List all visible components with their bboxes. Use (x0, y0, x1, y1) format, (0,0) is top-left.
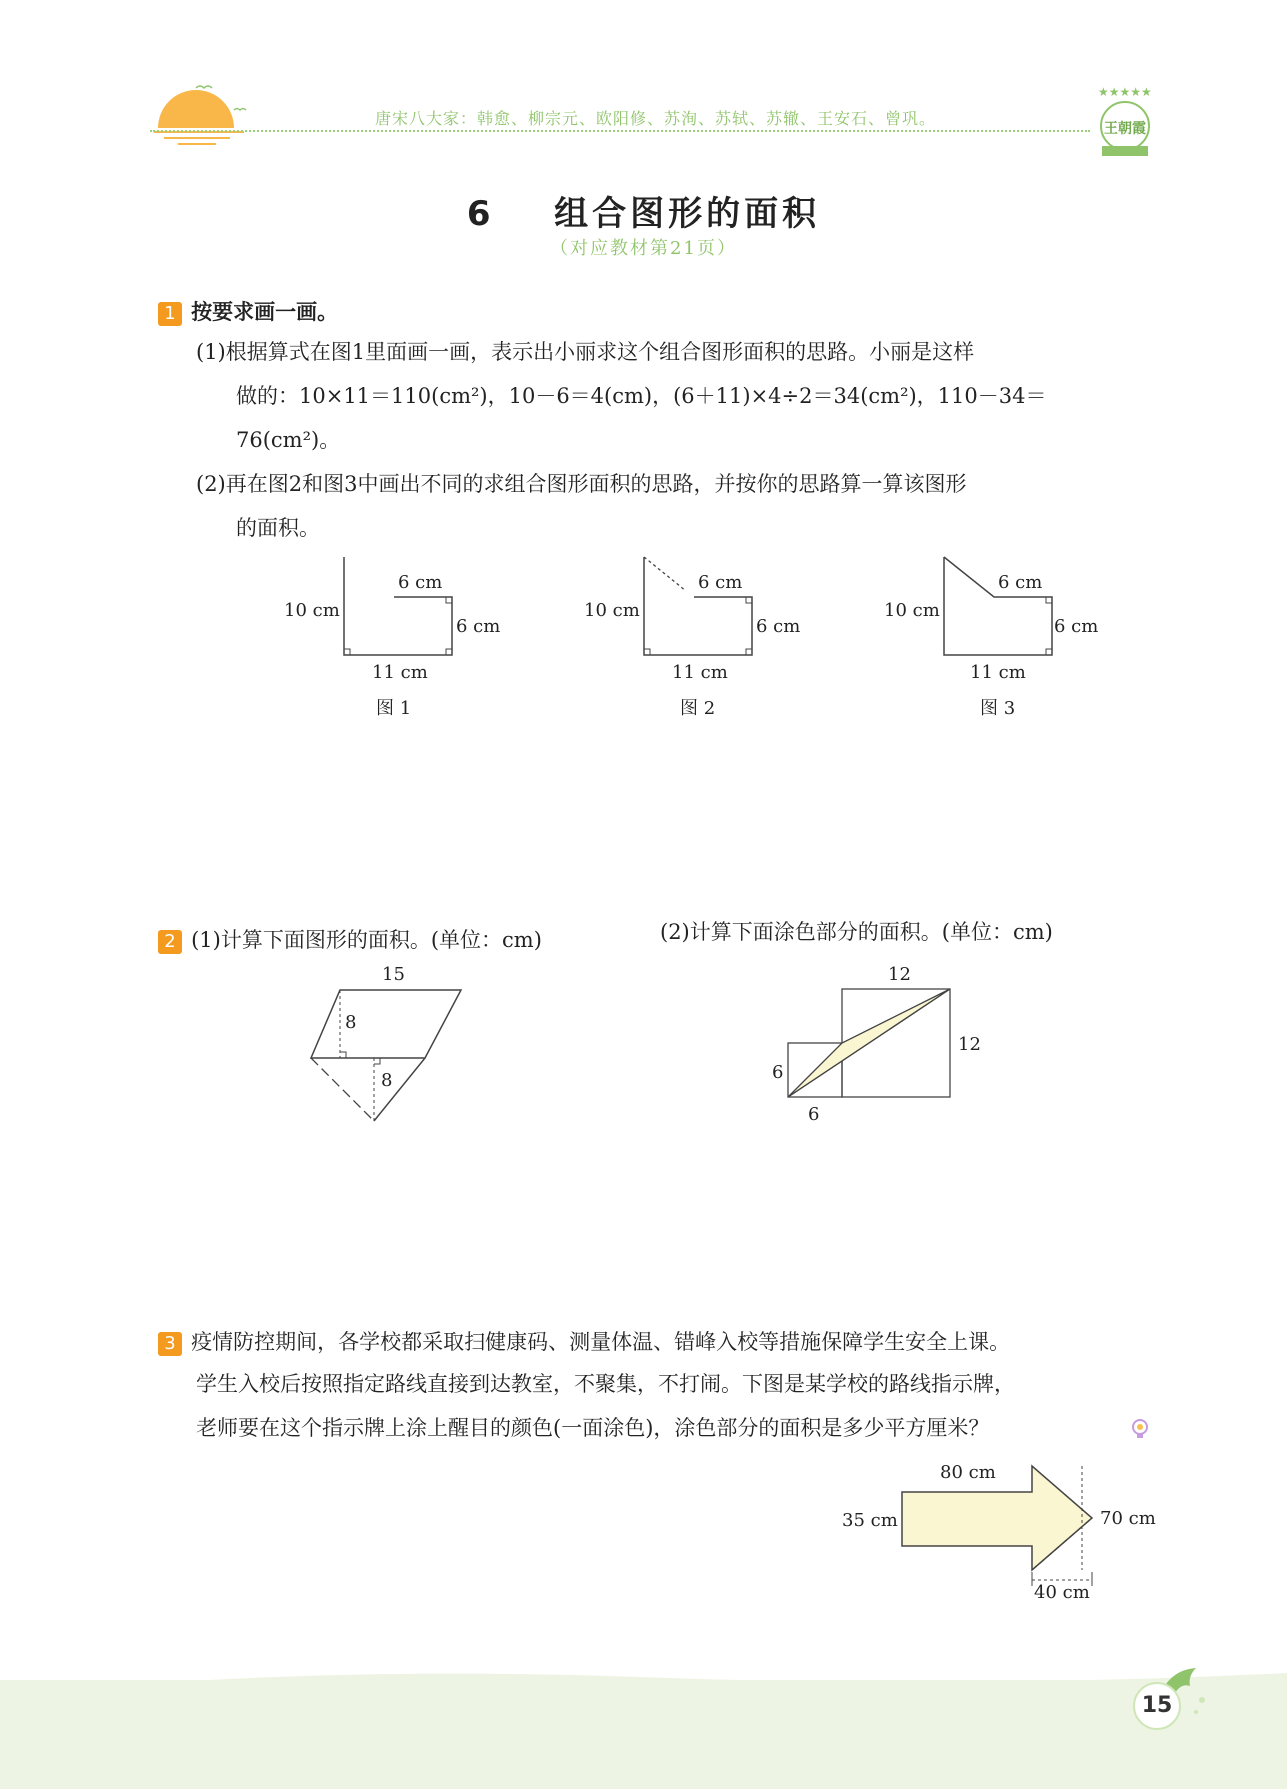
fig3-right-label: 6 cm (1054, 616, 1099, 637)
q2-fig2-right-label: 12 (958, 1034, 981, 1055)
q1-part1-line1: (1)根据算式在图1里面画一画，表示出小丽求这个组合图形面积的思路。小丽是这样 (196, 340, 975, 364)
fig1-caption: 图 1 (376, 698, 412, 719)
q1-part1-line2: 做的：10×11＝110(cm²)，10－6＝4(cm)，(6＋11)×4÷2＝34(cm²)，110－34＝ (236, 384, 1047, 408)
fig2-right-label: 6 cm (756, 616, 801, 637)
q2-fig2-left-label: 6 (772, 1062, 784, 1083)
lesson-title (0, 186, 1287, 235)
question-1-heading (158, 296, 338, 326)
arrow-left-label: 35 cm (842, 1510, 898, 1531)
q3-line3: 老师要在这个指示牌上涂上醒目的颜色(一面涂色)，涂色部分的面积是多少平方厘米？ (196, 1416, 990, 1440)
header-quote: 唐宋八大家：韩愈、柳宗元、欧阳修、苏洵、苏轼、苏辙、王安石、曾巩。 (375, 109, 937, 128)
question-number: 2 (158, 930, 182, 954)
logo-text: 王朝霞 (1104, 121, 1146, 137)
fig3-caption: 图 3 (980, 698, 1016, 719)
direction-arrow-sign (896, 1462, 1106, 1592)
q2-fig1-top-label: 15 (382, 964, 405, 985)
lesson-number: 6 (466, 194, 495, 234)
q3-line2: 学生入校后按照指定路线直接到达教室，不聚集，不打闹。下图是某学校的路线指示牌， (196, 1372, 1015, 1396)
arrow-bottom-label: 40 cm (1034, 1582, 1090, 1603)
question-number: 3 (158, 1332, 182, 1356)
lesson-title-text: 组合图形的面积 (554, 194, 821, 234)
brand-logo (1090, 82, 1160, 162)
q1-part2-line2: 的面积。 (236, 516, 320, 540)
question-title: 按要求画一画。 (191, 300, 339, 324)
fig2-left-label: 10 cm (584, 600, 640, 621)
q2-figure-1 (306, 985, 476, 1125)
footer-band (0, 1680, 1287, 1789)
q2-fig2-top-label: 12 (888, 964, 911, 985)
fig3-bottom-label: 11 cm (970, 662, 1026, 683)
q2-fig2-bottom-label: 6 (808, 1104, 820, 1125)
arrow-top-label: 80 cm (940, 1462, 996, 1483)
fig3-top-label: 6 cm (998, 572, 1043, 593)
header-divider (150, 130, 1090, 132)
fig1-bottom-label: 11 cm (372, 662, 428, 683)
q3-line1: 疫情防控期间，各学校都采取扫健康码、测量体温、错峰入校等措施保障学生安全上课。 (191, 1330, 1011, 1354)
question-number: 1 (158, 302, 182, 326)
lightbulb-icon (1130, 1418, 1150, 1440)
question-3-heading (158, 1320, 1010, 1364)
svg-text:★★★★★: ★★★★★ (1098, 85, 1152, 99)
fig2-bottom-label: 11 cm (672, 662, 728, 683)
fig1-right-label: 6 cm (456, 616, 501, 637)
fig1-top-label: 6 cm (398, 572, 443, 593)
fig2-caption: 图 2 (680, 698, 716, 719)
fig3-left-label: 10 cm (884, 600, 940, 621)
sunset-icon (150, 80, 250, 150)
q1-part1-line3: 76(cm²)。 (236, 428, 341, 452)
q2-fig1-h2-label: 8 (381, 1070, 393, 1091)
q2-figure-2 (784, 985, 954, 1105)
page-number: 15 (1133, 1682, 1181, 1730)
q2-part1: (1)计算下面图形的面积。(单位：cm) (191, 928, 542, 952)
fig2-top-label: 6 cm (698, 572, 743, 593)
lesson-subtitle: （对应教材第21页） (550, 238, 737, 259)
q1-part2-line1: (2)再在图2和图3中画出不同的求组合图形面积的思路，并按你的思路算一算该图形 (196, 472, 967, 496)
question-2-heading (158, 918, 542, 962)
q2-part2: (2)计算下面涂色部分的面积。(单位：cm) (660, 920, 1053, 944)
fig1-left-label: 10 cm (284, 600, 340, 621)
q2-fig1-h1-label: 8 (345, 1012, 357, 1033)
arrow-right-label: 70 cm (1100, 1508, 1156, 1529)
